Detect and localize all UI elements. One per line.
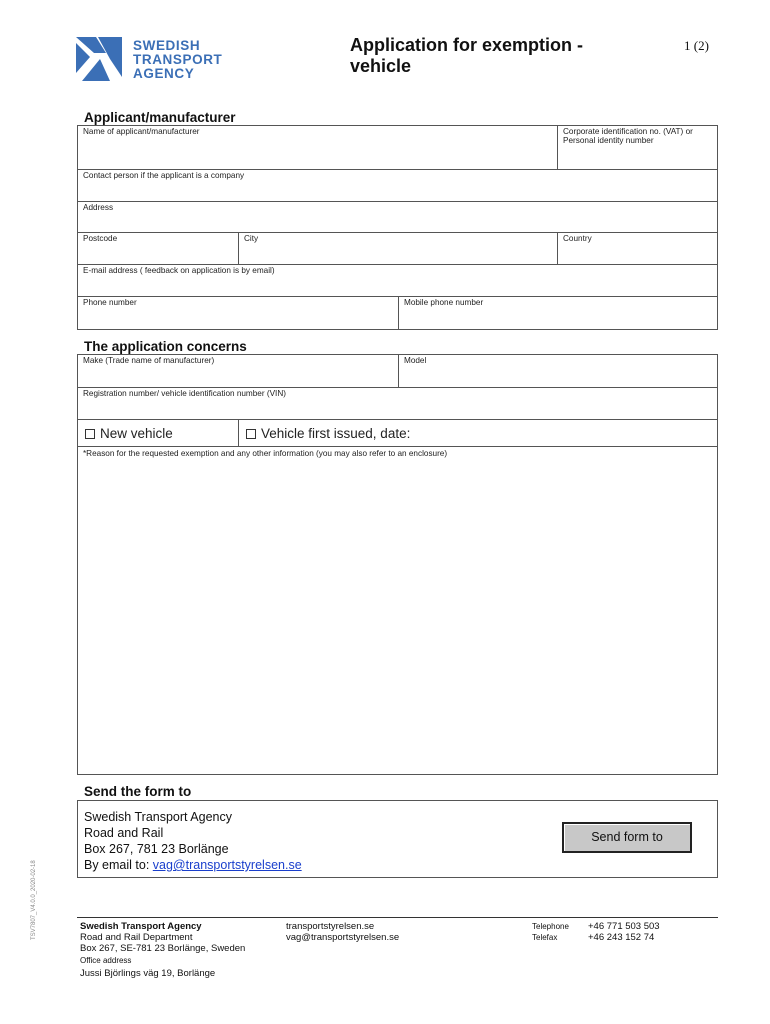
footer-org: Swedish Transport Agency <box>80 921 202 932</box>
send-email-link[interactable]: vag@transportstyrelsen.se <box>152 858 302 872</box>
logo-line-3: AGENCY <box>133 66 195 81</box>
phone-label: Phone number <box>83 298 137 307</box>
footer-telefax-label: Telefax <box>532 933 558 942</box>
application-heading: The application concerns <box>84 339 247 354</box>
page-number: 1 (2) <box>684 38 709 53</box>
send-address-line-1: Swedish Transport Agency <box>84 810 232 824</box>
country-label: Country <box>563 234 592 243</box>
footer-office: Jussi Björlings väg 19, Borlänge <box>80 968 216 979</box>
footer-box: Box 267, SE-781 23 Borlänge, Sweden <box>80 943 246 954</box>
reason-field[interactable] <box>77 446 718 775</box>
footer-telephone-label: Telephone <box>532 922 569 931</box>
email-label: E-mail address ( feedback on application is by email) <box>83 266 275 275</box>
send-address-line-2: Road and Rail <box>84 826 164 840</box>
mobile-label: Mobile phone number <box>404 298 484 307</box>
agency-logo <box>76 37 226 83</box>
corp-id-label-1: Corporate identification no. (VAT) or <box>563 127 693 136</box>
corp-id-label-2: Personal identity number <box>563 136 654 145</box>
footer-telefax: +46 243 152 74 <box>588 932 655 943</box>
postcode-label: Postcode <box>83 234 118 243</box>
country-field[interactable] <box>557 232 718 264</box>
corp-id-field[interactable] <box>557 125 718 169</box>
applicant-name-label: Name of applicant/manufacturer <box>83 127 200 136</box>
new-vehicle-checkbox[interactable] <box>85 429 95 439</box>
first-issued-checkbox[interactable] <box>246 429 256 439</box>
send-heading: Send the form to <box>84 784 192 799</box>
logo-line-1: SWEDISH <box>133 38 201 53</box>
registration-field[interactable] <box>77 387 718 419</box>
new-vehicle-option[interactable] <box>77 419 238 446</box>
applicant-name-field[interactable] <box>77 125 557 169</box>
email-field[interactable] <box>77 264 718 296</box>
address-field[interactable] <box>77 201 718 232</box>
send-email-prefix: By email to: <box>84 858 153 872</box>
form-reference: TSV7807_V4.0.0_2020-02-18 <box>31 860 37 940</box>
city-label: City <box>244 234 259 243</box>
first-issued-option[interactable] <box>238 419 718 446</box>
footer-org-block <box>80 921 245 979</box>
new-vehicle-label: New vehicle <box>100 426 173 441</box>
contact-person-label: Contact person if the applicant is a company <box>83 171 245 180</box>
footer-office-label: Office address <box>80 956 132 965</box>
reason-label: *Reason for the requested exemption and any other information (you may also refer to an enclosure) <box>83 449 448 458</box>
logo-line-2: TRANSPORT <box>133 52 223 67</box>
page-title <box>350 35 583 77</box>
applicant-heading: Applicant/manufacturer <box>84 110 236 125</box>
make-field[interactable] <box>77 354 398 387</box>
footer-telephone: +46 771 503 503 <box>588 921 660 932</box>
send-address <box>84 809 302 873</box>
send-email-row <box>84 857 302 873</box>
agency-logo-mark-icon <box>76 37 122 81</box>
registration-label: Registration number/ vehicle identification number (VIN) <box>83 389 286 398</box>
title-line-2: vehicle <box>350 56 412 76</box>
send-address-line-3: Box 267, 781 23 Borlänge <box>84 842 229 856</box>
city-field[interactable] <box>238 232 557 264</box>
footer-email: vag@transportstyrelsen.se <box>286 932 400 943</box>
model-label: Model <box>404 356 427 365</box>
postcode-field[interactable] <box>77 232 238 264</box>
model-field[interactable] <box>398 354 718 387</box>
phone-field[interactable] <box>77 296 398 330</box>
footer-dept: Road and Rail Department <box>80 932 193 943</box>
title-line-1: Application for exemption - <box>350 35 584 55</box>
mobile-field[interactable] <box>398 296 718 330</box>
footer-contact-block <box>286 921 399 943</box>
contact-person-field[interactable] <box>77 169 718 201</box>
footer-web: transportstyrelsen.se <box>286 921 375 932</box>
make-label: Make (Trade name of manufacturer) <box>83 356 215 365</box>
footer-phone-block <box>532 921 660 943</box>
address-label: Address <box>83 203 114 212</box>
first-issued-label: Vehicle first issued, date: <box>261 426 411 441</box>
send-form-button[interactable]: Send form to <box>562 822 692 853</box>
